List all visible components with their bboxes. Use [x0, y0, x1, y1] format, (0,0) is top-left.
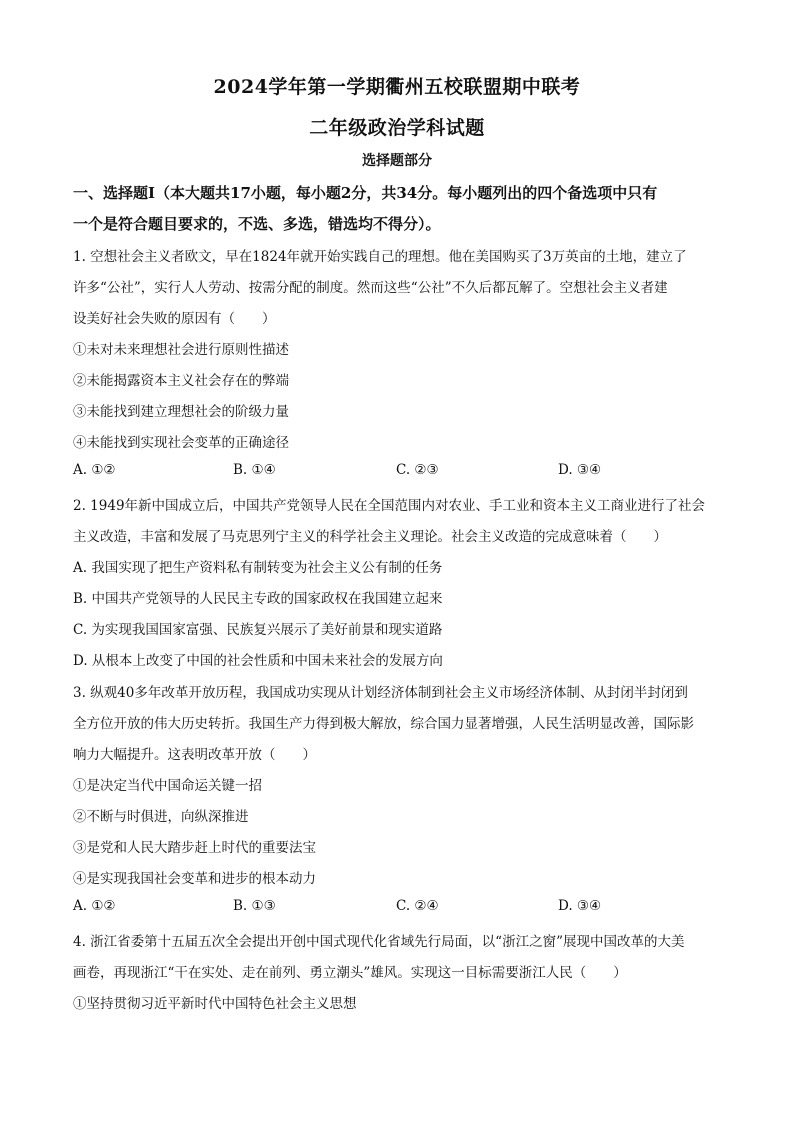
question-stem-line: 1. 空想社会主义者欧文，早在1824年就开始实践自己的理想。他在美国购买了3万英亩的土地，建立了	[73, 249, 687, 265]
choice-b: B. ①④	[233, 462, 276, 478]
question-item: ①坚持贯彻习近平新时代中国特色社会主义思想	[73, 996, 357, 1012]
choice-a: A. ①②	[73, 462, 116, 478]
choice-d: D. ③④	[558, 898, 602, 914]
question-stem-line: 2. 1949年新中国成立后，中国共产党领导人民在全国范围内对农业、手工业和资本主义工商业进行了社会	[73, 498, 706, 514]
choice-c: C. 为实现我国国家富强、民族复兴展示了美好前景和现实道路	[73, 622, 443, 638]
question-item: ①未对未来理想社会进行原则性描述	[73, 342, 289, 358]
choice-a: A. ①②	[73, 898, 116, 914]
choice-b: B. 中国共产党领导的人民民主专政的国家政权在我国建立起来	[73, 591, 443, 607]
exam-subtitle: 二年级政治学科试题	[309, 117, 485, 139]
exam-title: 2024学年第一学期衢州五校联盟期中联考	[213, 76, 581, 98]
question-stem-line: 响力大幅提升。这表明改革开放（ ）	[73, 747, 316, 763]
question-stem-line: 全方位开放的伟大历史转折。我国生产力得到极大解放，综合国力显著增强，人民生活明显改善，国际影	[73, 716, 694, 732]
choice-d: D. 从根本上改变了中国的社会性质和中国未来社会的发展方向	[73, 653, 443, 669]
instructions-line-2: 一个是符合题目要求的，不选、多选，错选均不得分）。	[73, 215, 441, 233]
choice-d: D. ③④	[558, 462, 602, 478]
choice-a: A. 我国实现了把生产资料私有制转变为社会主义公有制的任务	[73, 560, 443, 576]
section-label: 选择题部分	[362, 153, 432, 169]
question-item: ③是党和人民大踏步赶上时代的重要法宝	[73, 840, 316, 856]
question-stem-line: 主义改造，丰富和发展了马克思列宁主义的科学社会主义理论。社会主义改造的完成意味着（ ）	[73, 529, 667, 545]
question-stem-line: 设美好社会失败的原因有（ ）	[73, 311, 276, 327]
question-stem-line: 画卷，再现浙江“干在实处、走在前列、勇立潮头”雄风。实现这一目标需要浙江人民（ ）	[73, 965, 627, 981]
question-item: ④未能找到实现社会变革的正确途径	[73, 435, 289, 451]
instructions-line-1: 一、选择题Ⅰ（本大题共17小题，每小题2分，共34分。每小题列出的四个备选项中只有	[73, 184, 658, 202]
question-item: ①是决定当代中国命运关键一招	[73, 778, 262, 794]
choice-b: B. ①③	[233, 898, 276, 914]
question-item: ④是实现我国社会变革和进步的根本动力	[73, 871, 316, 887]
question-item: ②未能揭露资本主义社会存在的弊端	[73, 373, 289, 389]
question-stem-line: 许多“公社”，实行人人劳动、按需分配的制度。然而这些“公社”不久后都瓦解了。空想社会主义者建	[73, 280, 668, 296]
choice-c: C. ②③	[396, 462, 439, 478]
question-stem-line: 3. 纵观40多年改革开放历程，我国成功实现从计划经济体制到社会主义市场经济体制、从封闭半封闭到	[73, 685, 688, 701]
question-item: ③未能找到建立理想社会的阶级力量	[73, 404, 289, 420]
choice-c: C. ②④	[396, 898, 439, 914]
question-item: ②不断与时俱进，向纵深推进	[73, 809, 249, 825]
question-stem-line: 4. 浙江省委第十五届五次全会提出开创中国式现代化省域先行局面，以“浙江之窗”展现中国改革的大美	[73, 934, 685, 950]
